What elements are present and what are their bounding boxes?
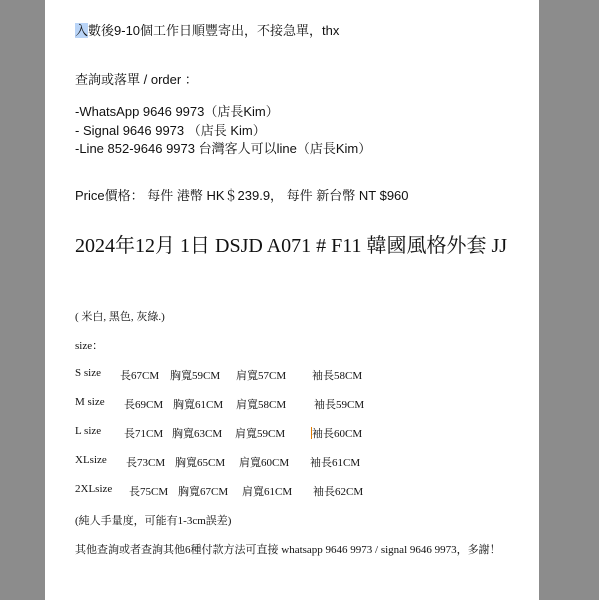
size-name: 2XLsize bbox=[75, 483, 113, 495]
size-chest: 胸寬67CM bbox=[178, 486, 229, 498]
size-sleeve-with-cursor bbox=[311, 425, 362, 441]
size-length: 長67CM bbox=[120, 370, 160, 382]
shipping-note bbox=[75, 20, 339, 39]
size-shoulder: 肩寬60CM bbox=[239, 457, 290, 469]
order-heading: 查詢或落單 / order ： bbox=[75, 72, 198, 87]
shipping-note-text: 數後9-10個工作日順豐寄出，不接急單，thx bbox=[88, 23, 340, 38]
size-sleeve: 袖長61CM bbox=[310, 457, 361, 469]
size-shoulder: 肩寬58CM bbox=[236, 399, 287, 411]
footer-note: 其他查詢或者查詢其他6種付款方法可直接 whatsapp 9646 9973 / signal 9646 9973，多謝！ bbox=[75, 544, 501, 556]
size-name: L size bbox=[75, 425, 102, 437]
size-name: M size bbox=[75, 396, 105, 408]
contact-line: -Line 852-9646 9973 台灣客人可以line（店長Kim） bbox=[75, 141, 372, 156]
size-length: 長69CM bbox=[124, 399, 164, 411]
size-length: 長73CM bbox=[126, 457, 166, 469]
document-page bbox=[45, 0, 539, 600]
size-chest: 胸寬65CM bbox=[175, 457, 226, 469]
selected-text[interactable]: 入 bbox=[75, 23, 89, 38]
size-sleeve: 袖長62CM bbox=[313, 486, 364, 498]
size-sleeve: 袖長58CM bbox=[312, 370, 363, 382]
size-length: 長75CM bbox=[129, 486, 169, 498]
contact-signal: - Signal 9646 9973 （店長 Kim） bbox=[75, 123, 266, 138]
contact-whatsapp: -WhatsApp 9646 9973（店長Kim） bbox=[75, 104, 279, 119]
size-sleeve: 袖長59CM bbox=[314, 399, 365, 411]
size-shoulder: 肩寬61CM bbox=[242, 486, 293, 498]
size-label: size： bbox=[75, 340, 104, 352]
size-chest: 胸寬63CM bbox=[172, 428, 223, 440]
size-chest: 胸寬61CM bbox=[173, 399, 224, 411]
product-title: 2024年12月 1日 DSJD A071 # F11 韓國風格外套 JJ bbox=[75, 235, 508, 257]
size-length: 長71CM bbox=[124, 428, 164, 440]
price-line: Price價格： 每件 港幣 HK＄239.9， 每件 新台幣 NT $960 bbox=[75, 188, 409, 203]
size-name: XLsize bbox=[75, 454, 107, 466]
size-sleeve: 袖長60CM bbox=[312, 428, 363, 440]
size-name: S size bbox=[75, 367, 101, 379]
size-chest: 胸寬59CM bbox=[170, 370, 221, 382]
size-shoulder: 肩寬59CM bbox=[235, 428, 286, 440]
size-shoulder: 肩寬57CM bbox=[236, 370, 287, 382]
color-options: ( 米白, 黑色, 灰綠.) bbox=[75, 311, 165, 323]
measure-note: (純人手量度，可能有1-3cm誤差) bbox=[75, 515, 232, 527]
